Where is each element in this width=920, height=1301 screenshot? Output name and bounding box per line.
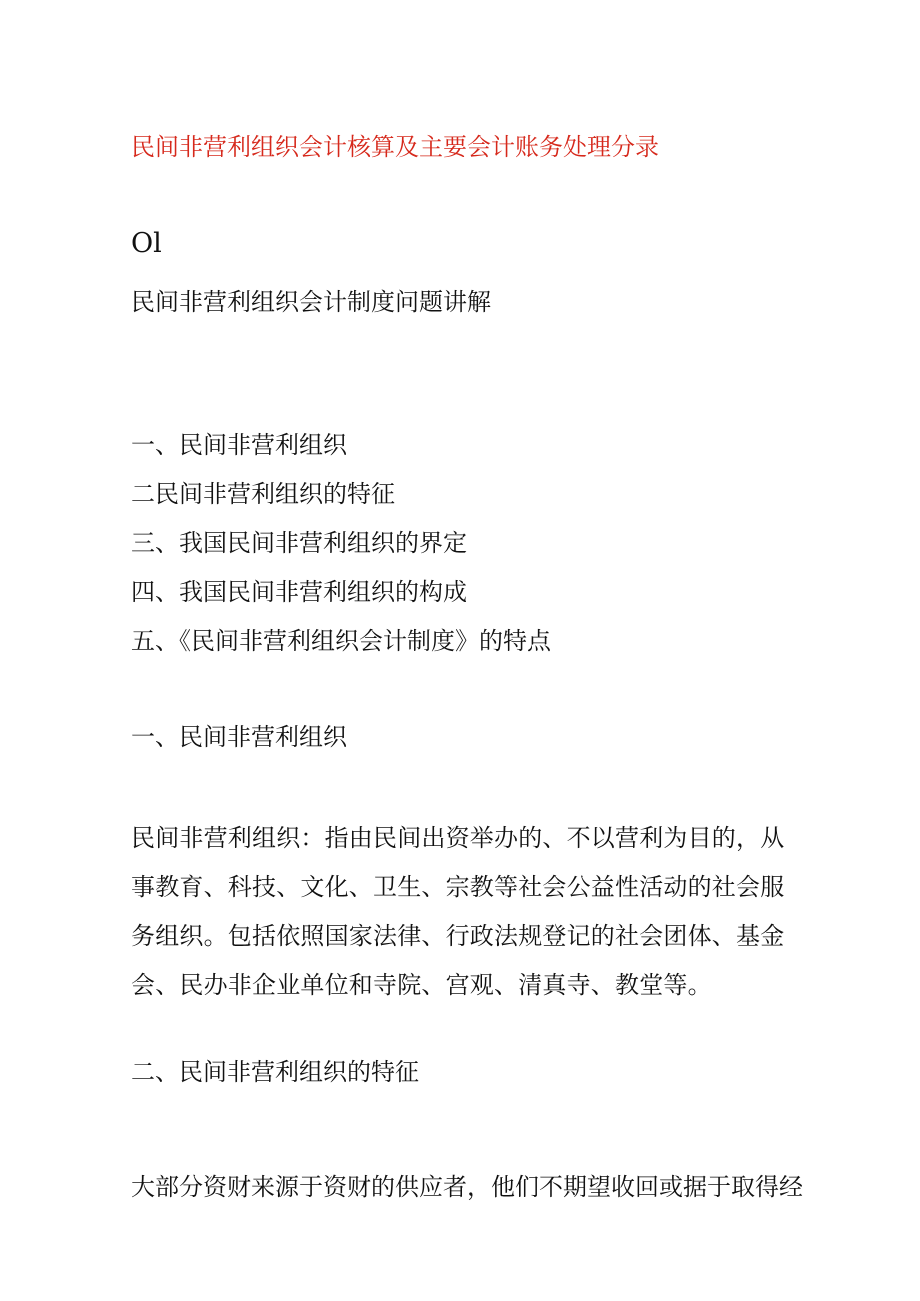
section-2-paragraph: 大部分资财来源于资财的供应者，他们不期望收回或据于取得经 xyxy=(131,1173,803,1201)
section-marker: Ol xyxy=(131,228,162,259)
toc-item-2: 二民间非营利组织的特征 xyxy=(131,480,395,508)
document-subtitle: 民间非营利组织会计制度问题讲解 xyxy=(131,288,491,316)
toc-item-5: 五、《民间非营利组织会计制度》的特点 xyxy=(131,627,551,655)
section-1-paragraph: 民间非营利组织：指由民间出资举办的、不以营利为目的，从事教育、科技、文化、卫生、宗教等社会公益性活动的社会服务组织。包括依照国家法律、行政法规登记的社会团体、基金会、民办非企业单位和寺院、宫观、清真寺、教堂等。 xyxy=(131,824,785,999)
section-2-heading: 二、民间非营利组织的特征 xyxy=(131,1058,419,1086)
toc-item-1: 一、民间非营利组织 xyxy=(131,431,347,459)
toc-item-4: 四、我国民间非营利组织的构成 xyxy=(131,578,467,606)
document-title: 民间非营利组织会计核算及主要会计账务处理分录 xyxy=(131,133,659,161)
toc-item-3: 三、我国民间非营利组织的界定 xyxy=(131,529,467,557)
section-1-heading: 一、民间非营利组织 xyxy=(131,723,347,751)
